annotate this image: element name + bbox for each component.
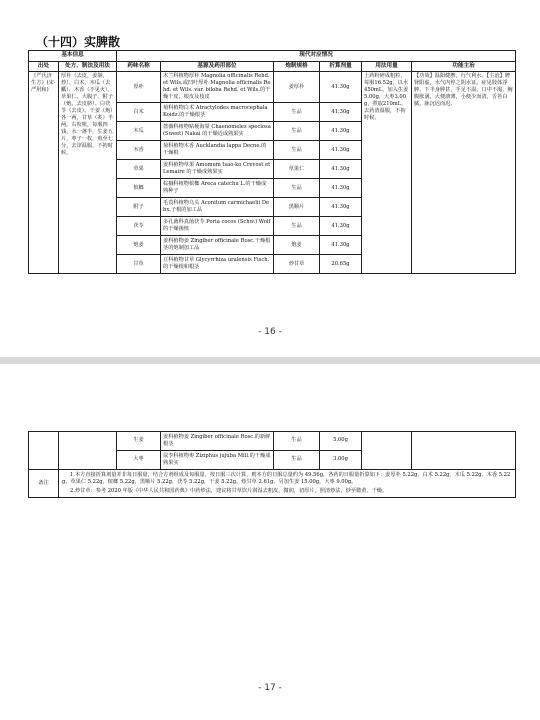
herb-dose: 5.00g	[320, 432, 362, 451]
col-header-source: 出处	[29, 61, 59, 72]
col-header-origin: 基源及药用部位	[161, 61, 274, 72]
herb-spec: 姜厚朴	[274, 72, 320, 103]
herb-origin: 姜科植物草果 Amomum tsao-ko Crevost et Lemaire 的干燥成熟果实	[161, 160, 274, 179]
herb-dose: 41.30g	[320, 122, 362, 141]
herb-origin: 姜科植物姜 Zingiber officinale Rosc.干燥根茎的炮制加工品	[161, 236, 274, 255]
herb-spec: 生品	[274, 432, 320, 451]
indication-cell: 【功效】温阳健脾，行气利水。【主治】脾肾阳虚，水气内停之阴水证。症见肢体浮肿，下半身肿甚，手足不温，口中不渴，胸腹胀满，大便溏薄，小便少而清，舌苔白腻，脉沉迟而迟。	[412, 72, 516, 274]
herb-name: 炮姜	[117, 236, 161, 255]
herb-spec: 生品	[274, 451, 320, 470]
usage-cell	[362, 432, 412, 470]
herb-name: 甘草	[117, 255, 161, 274]
group-header-modern: 现代对应情况	[117, 51, 516, 62]
herb-dose: 41.30g	[320, 198, 362, 217]
herb-origin: 豆科植物甘草 Glycyrrhiza uralensis Fisch.的干燥根和根茎	[161, 255, 274, 274]
remark-cell	[59, 470, 516, 498]
page-number: - 17 -	[258, 683, 282, 693]
herb-name: 木香	[117, 141, 161, 160]
herb-dose: 41.30g	[320, 236, 362, 255]
page-16	[0, 0, 540, 357]
prescription-cell	[59, 432, 117, 470]
herb-origin: 鼠李科植物枣 Ziziphus jujuba Mill.的干燥成熟果实	[161, 451, 274, 470]
usage-cell: 上药粉碎成粗粒，每服16.52g，以水450mL，加入生姜5.00g，大枣3.00g，煮取210mL，去药渣温服，不拘时候。	[362, 72, 412, 274]
herb-name: 大枣	[117, 451, 161, 470]
herb-name: 槟榔	[117, 179, 161, 198]
herb-origin: 蔷薇科植物贴梗海棠 Chaenomeles speciosa (Sweet) Nakai 的干燥近成熟果实	[161, 122, 274, 141]
herb-dose: 41.30g	[320, 141, 362, 160]
herb-spec: 生品	[274, 141, 320, 160]
herb-name: 附子	[117, 198, 161, 217]
indication-cell	[412, 432, 516, 470]
col-header-herb-name: 药味名称	[117, 61, 161, 72]
herb-dose: 41.30g	[320, 179, 362, 198]
herb-dose: 41.30g	[320, 160, 362, 179]
prescription-cell: 厚朴（去皮，姜制，炒）、白术、木瓜（去瓤）、木香（不见火）、草果仁、大腹子、附子（炮，去皮脐）、白茯苓（去皮）、干姜（炮）各一两，甘草（炙）半两。右㕮咀，每服四钱，水一盏半，生姜五片，枣子一枚，煎至七分，去滓温服，不拘时候。	[59, 72, 117, 274]
remark-item-2: 2.炒甘草：参考 2020 年版《中华人民共和国药典》中药炒法，建议将甘草饮片润湿去粗皮，微润，切厚片，照清炒法，炒至微黄，干燥。	[70, 488, 388, 495]
herb-origin: 菊科植物木香 Aucklandia lappa Decne.的干燥根	[161, 141, 274, 160]
herb-dose: 41.30g	[320, 217, 362, 236]
page-17	[0, 364, 540, 720]
herb-spec: 炮姜	[274, 236, 320, 255]
herb-spec: 生品	[274, 103, 320, 122]
herb-name: 厚朴	[117, 72, 161, 103]
col-header-usage: 用法用量	[362, 61, 412, 72]
herb-name: 生姜	[117, 432, 161, 451]
herb-dose: 3.00g	[320, 451, 362, 470]
col-header-indication: 功能主治	[412, 61, 516, 72]
section-heading: （十四）实脾散	[36, 35, 121, 49]
herb-dose: 41.30g	[320, 103, 362, 122]
source-cell: 《严氏济生方》(宋·严用和)	[29, 72, 59, 274]
col-header-prescription: 处方、制法及用法	[59, 61, 117, 72]
herb-origin: 木兰科植物厚朴 Magnolia officinalis Rehd. et Wils.或凹叶厚朴 Magnolia officinalis Rehd. et Wils. var. biloba Rehd. et Wils.的干燥干皮、根皮及枝皮	[161, 72, 274, 103]
formula-table	[28, 50, 516, 274]
herb-origin: 多孔菌科真菌茯苓 Poria cocos (Schw.) Wolf 的干燥菌核	[161, 217, 274, 236]
herb-name: 木瓜	[117, 122, 161, 141]
col-header-processing: 炮制规格	[274, 61, 320, 72]
herb-spec: 炒甘草	[274, 255, 320, 274]
herb-dose: 20.65g	[320, 255, 362, 274]
col-header-dose: 折算剂量	[320, 61, 362, 72]
herb-origin: 棕榈科植物槟榔 Areca catechu L.的干燥成熟种子	[161, 179, 274, 198]
herb-spec: 草果仁	[274, 160, 320, 179]
remark-item-1: 1.本方直接折算剂量并非每日服量，结合方剂组成及每服量，按日服三次计算，则本方的日服总量约为 49.56g，各药的日服量折算如下：姜厚朴 5.22g，白术 5.22g，木瓜 5.22g，木香 5.22g，草果仁 5.22g，槟榔 5.22g，黑顺片 5.22g，茯苓 5.22g，干姜 5.22g，炒甘草 2.61g，另加生姜 15.00g，大枣 9.00g。	[62, 472, 511, 486]
herb-origin: 毛茛科植物乌头 Aconitum carmichaelii Debx.子根的加工品	[161, 198, 274, 217]
herb-origin: 菊科植物白术 Atractylodes macrocephala Koidz.的干燥根茎	[161, 103, 274, 122]
page-number: - 16 -	[258, 327, 282, 337]
remark-label: 备注	[29, 470, 59, 498]
herb-name: 草果	[117, 160, 161, 179]
herb-origin: 姜科植物姜 Zingiber officinale Rosc.的新鲜根茎	[161, 432, 274, 451]
group-header-basic: 基本信息	[29, 51, 117, 62]
herb-spec: 黑顺片	[274, 198, 320, 217]
herb-spec: 生品	[274, 122, 320, 141]
source-cell	[29, 432, 59, 470]
herb-dose: 41.30g	[320, 72, 362, 103]
herb-name: 白术	[117, 103, 161, 122]
herb-spec: 生品	[274, 217, 320, 236]
herb-spec: 生品	[274, 179, 320, 198]
formula-table-continued	[28, 431, 516, 498]
herb-name: 茯苓	[117, 217, 161, 236]
